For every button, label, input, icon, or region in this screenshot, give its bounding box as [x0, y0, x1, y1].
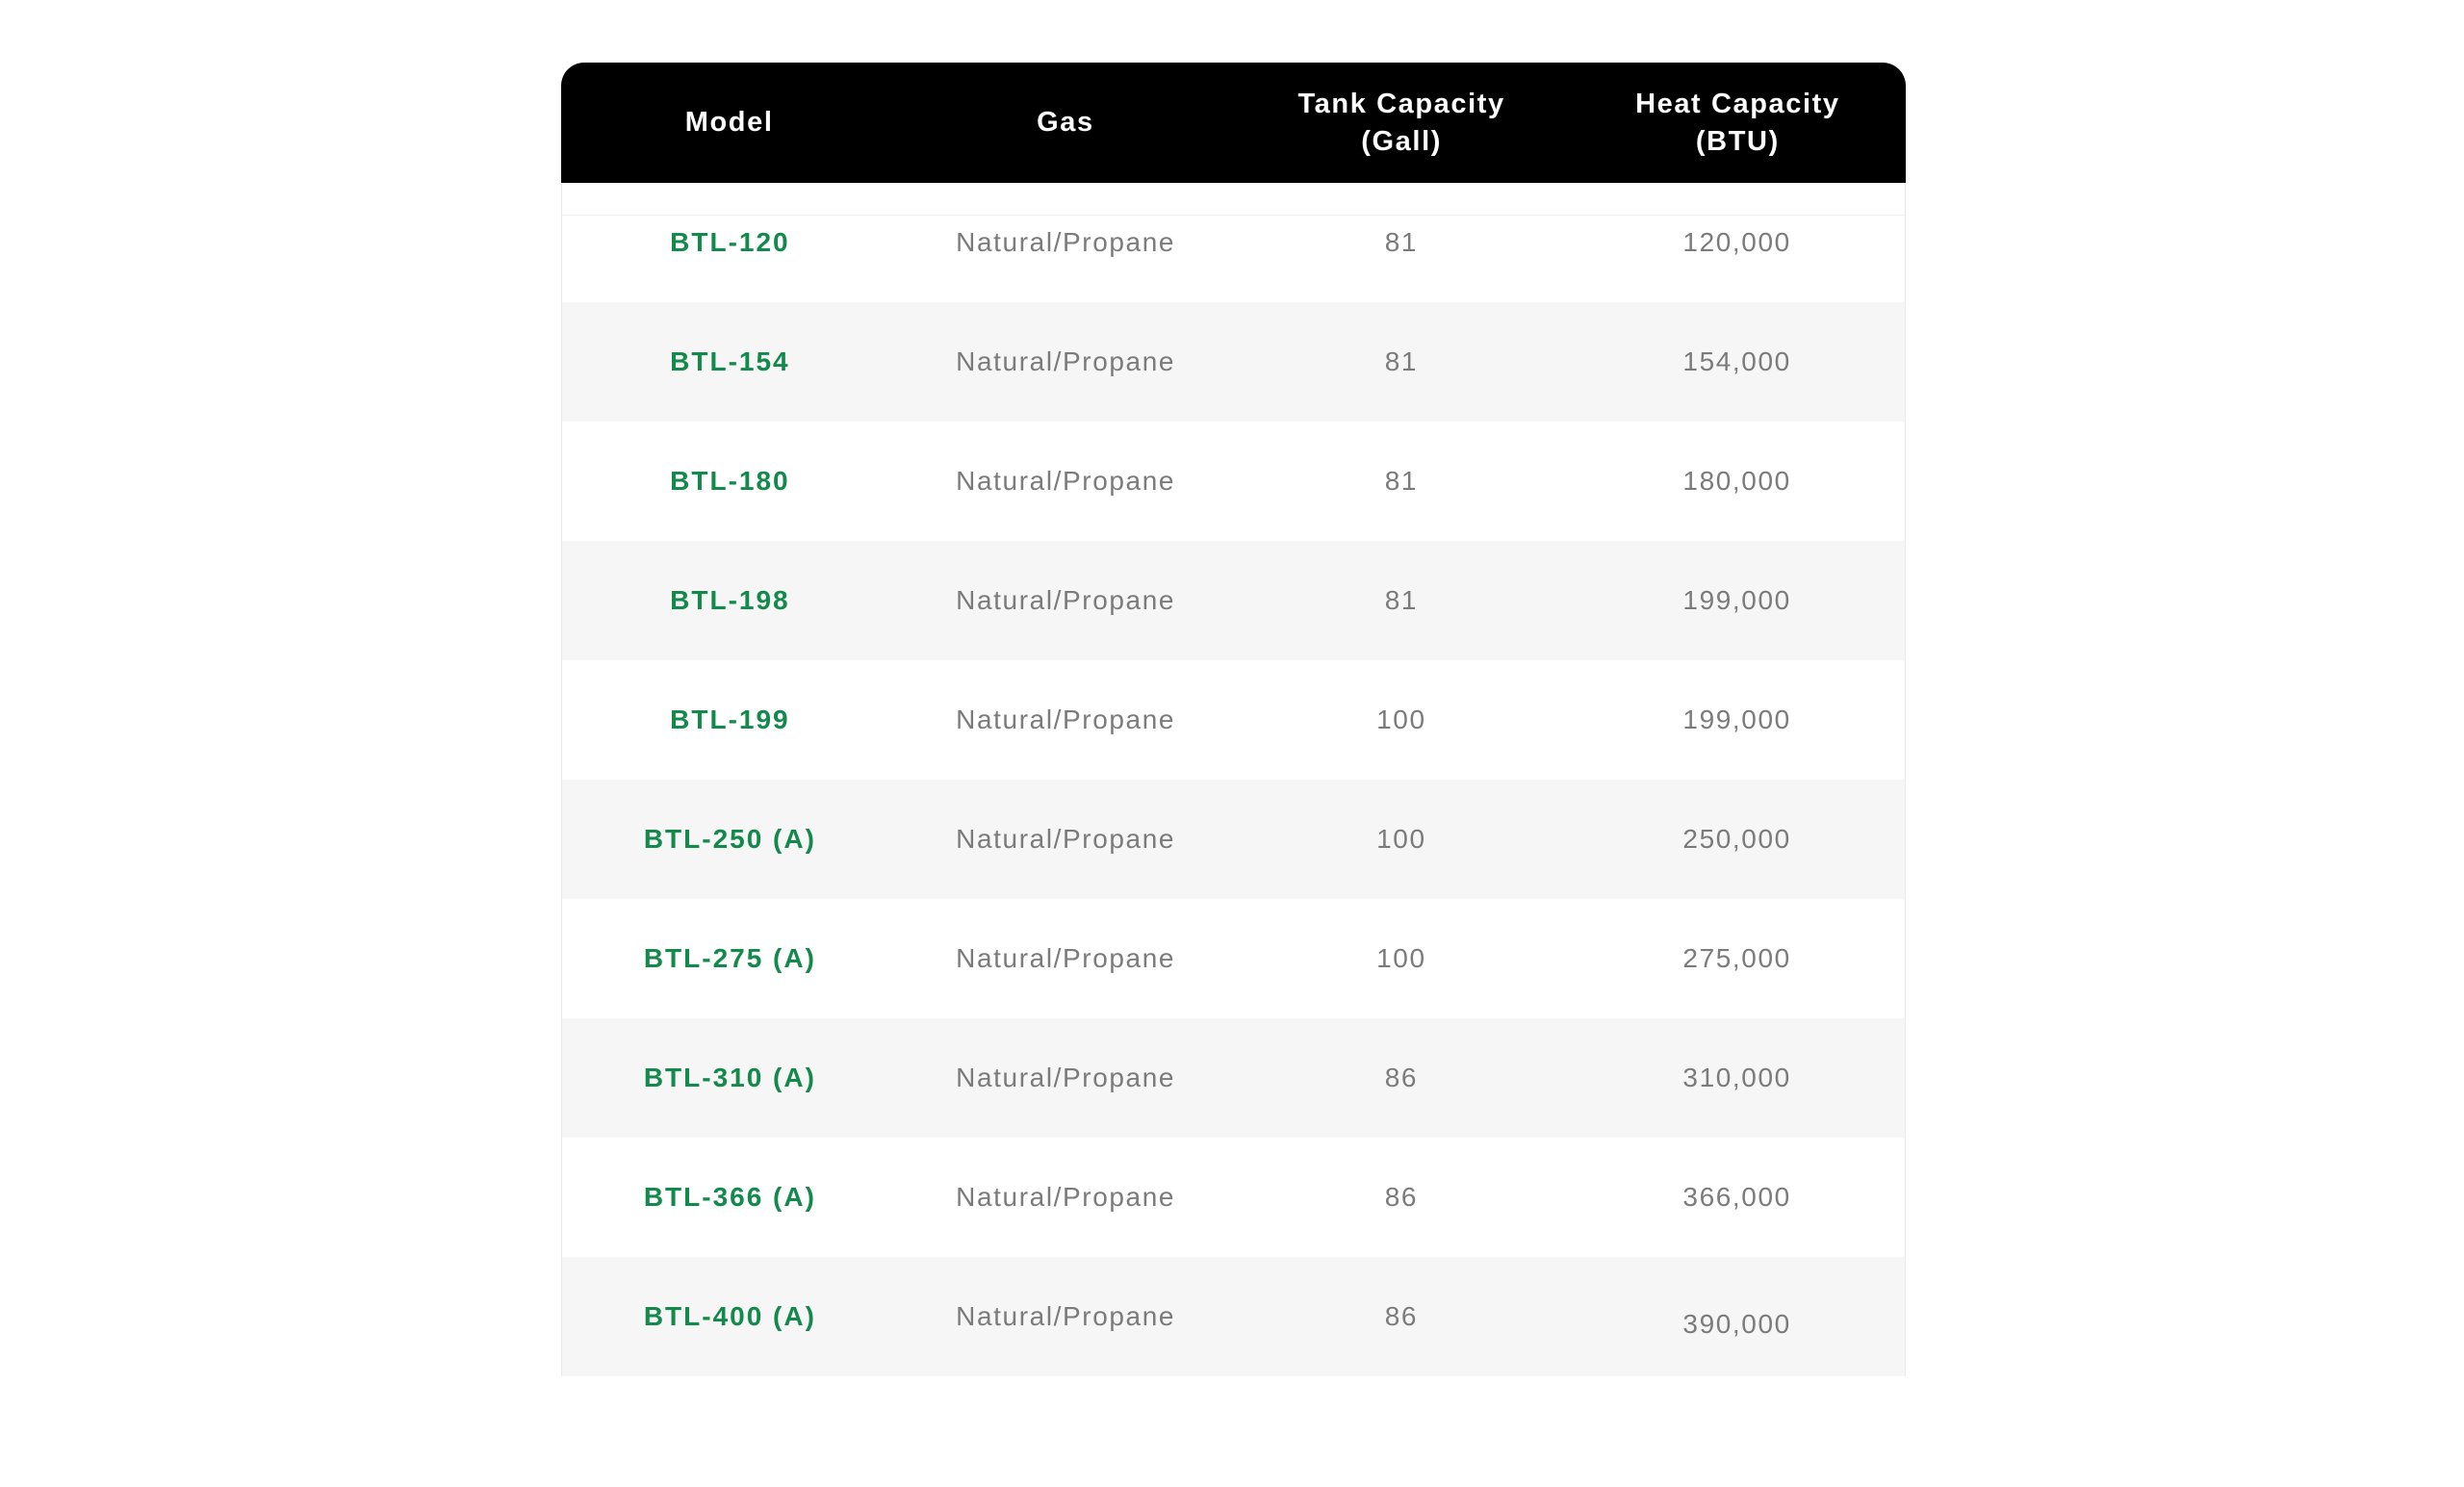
gas-value: Natural/Propane [956, 824, 1176, 854]
table-row [562, 541, 1905, 660]
gas-value: Natural/Propane [956, 585, 1176, 615]
column-header-sublabel: (Gall) [1361, 125, 1442, 157]
column-header-heat-capacity [1570, 86, 1906, 161]
column-header-label: Tank Capacity [1297, 88, 1505, 119]
table-row [562, 302, 1905, 422]
table-row [562, 660, 1905, 780]
table-row [562, 899, 1905, 1018]
column-header-sublabel: (BTU) [1695, 125, 1780, 157]
model-link[interactable]: BTL-366 (A) [643, 1182, 816, 1212]
spec-table-body [561, 183, 1906, 1376]
model-link[interactable]: BTL-154 [670, 346, 790, 376]
table-row [562, 1018, 1905, 1138]
gas-value: Natural/Propane [956, 466, 1176, 496]
tank-capacity-value: 86 [1384, 1301, 1419, 1331]
column-header-label: Model [684, 107, 774, 138]
tank-capacity-value: 100 [1376, 943, 1426, 973]
heat-capacity-value: 366,000 [1682, 1182, 1791, 1212]
model-link[interactable]: BTL-275 (A) [643, 943, 816, 973]
gas-value: Natural/Propane [956, 227, 1176, 257]
gas-value: Natural/Propane [956, 346, 1176, 376]
heat-capacity-value: 250,000 [1682, 824, 1791, 854]
column-header-tank-capacity [1234, 86, 1570, 161]
heat-capacity-value: 199,000 [1682, 705, 1791, 734]
tank-capacity-value: 81 [1384, 585, 1419, 615]
gas-value: Natural/Propane [956, 1063, 1176, 1092]
model-link[interactable]: BTL-199 [670, 705, 790, 734]
model-link[interactable]: BTL-120 [670, 227, 790, 257]
column-header-label: Gas [1037, 107, 1094, 138]
gas-value: Natural/Propane [956, 1182, 1176, 1212]
tank-capacity-value: 100 [1376, 705, 1426, 734]
heat-capacity-value: 180,000 [1682, 466, 1791, 496]
table-row [562, 780, 1905, 899]
table-row [562, 1257, 1905, 1376]
tank-capacity-value: 81 [1384, 466, 1419, 496]
heat-capacity-value: 120,000 [1682, 227, 1791, 257]
table-row [562, 1138, 1905, 1257]
tank-capacity-value: 100 [1376, 824, 1426, 854]
spec-table-header [561, 63, 1906, 183]
table-row [562, 422, 1905, 541]
gas-value: Natural/Propane [956, 705, 1176, 734]
column-header-gas [897, 104, 1233, 141]
gas-value: Natural/Propane [956, 943, 1176, 973]
gas-value: Natural/Propane [956, 1301, 1176, 1331]
spec-table [561, 63, 1906, 1376]
tank-capacity-value: 86 [1384, 1182, 1419, 1212]
model-link[interactable]: BTL-180 [670, 466, 790, 496]
heat-capacity-value: 390,000 [1682, 1309, 1791, 1339]
model-link[interactable]: BTL-400 (A) [643, 1301, 816, 1331]
column-header-model [561, 104, 897, 141]
heat-capacity-value: 199,000 [1682, 585, 1791, 615]
heat-capacity-value: 154,000 [1682, 346, 1791, 376]
tank-capacity-value: 81 [1384, 346, 1419, 376]
model-link[interactable]: BTL-250 (A) [643, 824, 816, 854]
tank-capacity-value: 86 [1384, 1063, 1419, 1092]
table-row [562, 183, 1905, 302]
model-link[interactable]: BTL-198 [670, 585, 790, 615]
tank-capacity-value: 81 [1384, 227, 1419, 257]
heat-capacity-value: 275,000 [1682, 943, 1791, 973]
model-link[interactable]: BTL-310 (A) [643, 1063, 816, 1092]
column-header-label: Heat Capacity [1635, 88, 1840, 119]
heat-capacity-value: 310,000 [1682, 1063, 1791, 1092]
